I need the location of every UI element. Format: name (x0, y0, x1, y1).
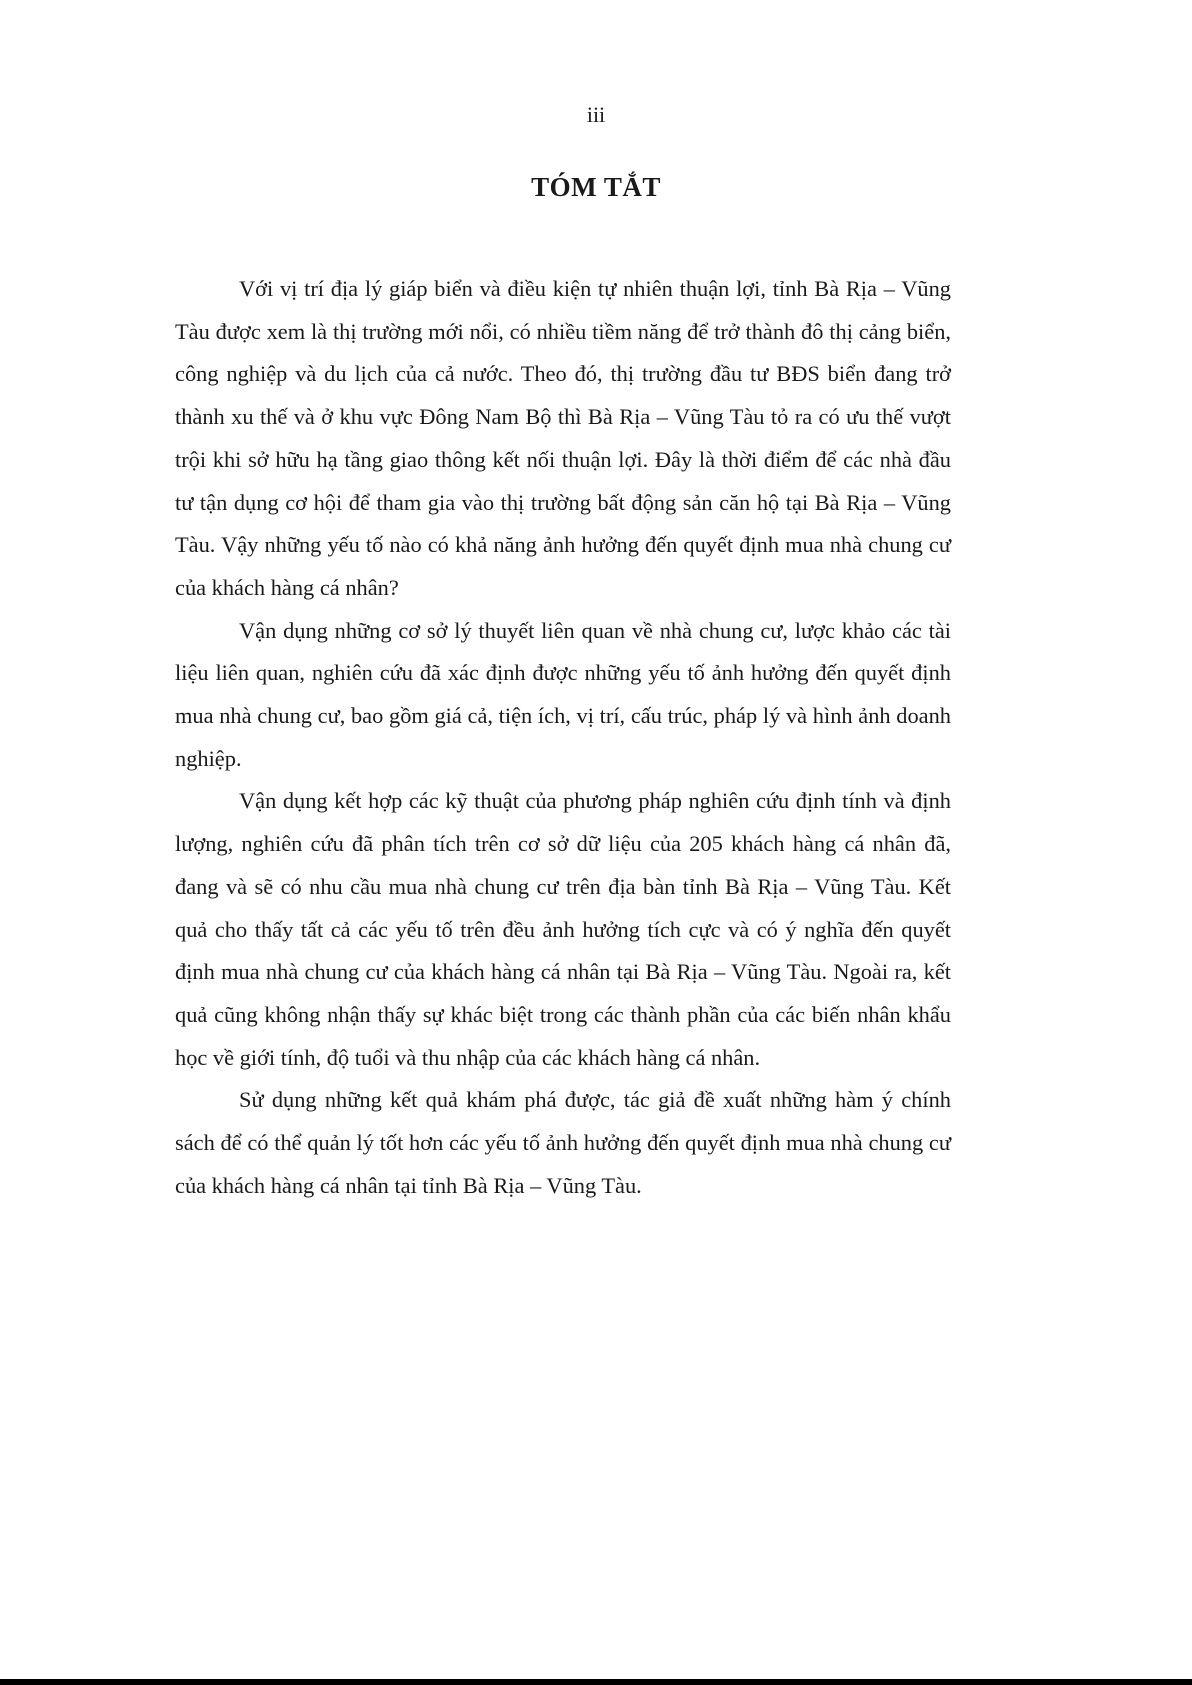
page-bottom-border (0, 1679, 1192, 1685)
page-number: iii (586, 102, 606, 127)
paragraph-2: Vận dụng những cơ sở lý thuyết liên quan về nhà chung cư, lược khảo các tài liệu liên quan, nghiên cứu đã xác định được những yếu tố ảnh hưởng đến quyết định mua nhà chung cư, bao gồm giá cả, tiện ích, vị trí, cấu trúc, pháp lý và hình ảnh doanh nghiệp. (175, 617, 951, 771)
summary-body (175, 268, 951, 1207)
page-title: TÓM TẮT (531, 172, 661, 202)
paragraph-1: Với vị trí địa lý giáp biển và điều kiện tự nhiên thuận lợi, tỉnh Bà Rịa – Vũng Tàu được xem là thị trường mới nổi, có nhiều tiềm năng để trở thành đô thị cảng biển, công nghiệp và du lịch của cả nước. Theo đó, thị trường đầu tư BĐS biển đang trở thành xu thế và ở khu vực Đông Nam Bộ thì Bà Rịa – Vũng Tàu tỏ ra có ưu thế vượt trội khi sở hữu hạ tầng giao thông kết nối thuận lợi. Đây là thời điểm để các nhà đầu tư tận dụng cơ hội để tham gia vào thị trường bất động sản căn hộ tại Bà Rịa – Vũng Tàu. Vậy những yếu tố nào có khả năng ảnh hưởng đến quyết định mua nhà chung cư của khách hàng cá nhân? (175, 276, 951, 600)
paragraph-3: Vận dụng kết hợp các kỹ thuật của phương pháp nghiên cứu định tính và định lượng, nghiên cứu đã phân tích trên cơ sở dữ liệu của 205 khách hàng cá nhân đã, đang và sẽ có nhu cầu mua nhà chung cư trên địa bàn tỉnh Bà Rịa – Vũng Tàu. Kết quả cho thấy tất cả các yếu tố trên đều ảnh hưởng tích cực và có ý nghĩa đến quyết định mua nhà chung cư của khách hàng cá nhân tại Bà Rịa – Vũng Tàu. Ngoài ra, kết quả cũng không nhận thấy sự khác biệt trong các thành phần của các biến nhân khẩu học về giới tính, độ tuổi và thu nhập của các khách hàng cá nhân. (175, 788, 951, 1070)
paragraph-4: Sử dụng những kết quả khám phá được, tác giả đề xuất những hàm ý chính sách để có thể quản lý tốt hơn các yếu tố ảnh hưởng đến quyết định mua nhà chung cư của khách hàng cá nhân tại tỉnh Bà Rịa – Vũng Tàu. (175, 1087, 951, 1198)
